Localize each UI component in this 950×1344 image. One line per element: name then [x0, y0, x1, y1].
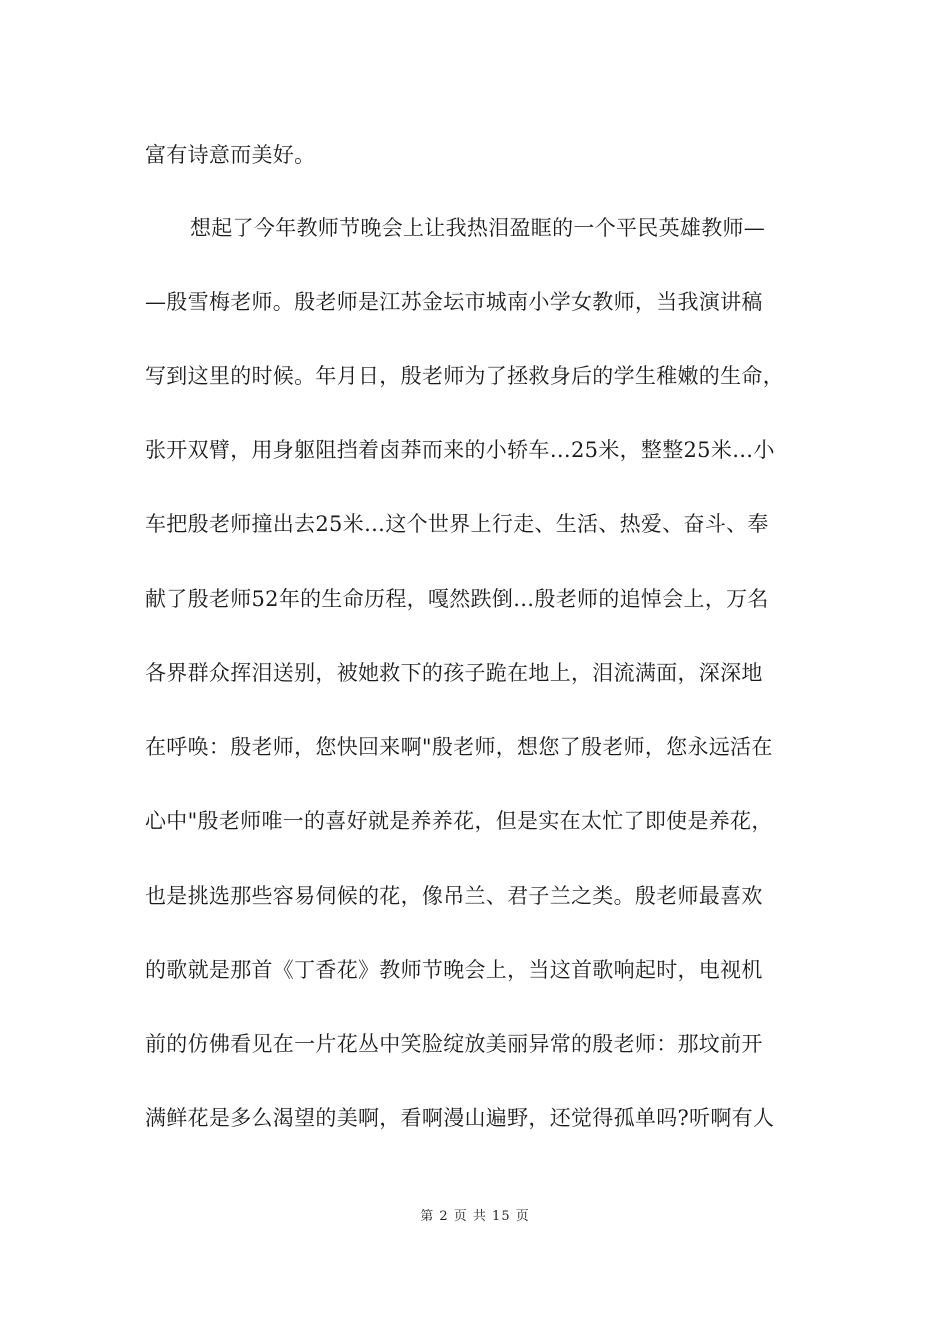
paragraph-line: 心中"殷老师唯一的喜好就是养养花，但是实在太忙了即使是养花， — [145, 809, 773, 833]
paragraph-line: 富有诗意而美好。 — [145, 143, 316, 167]
paragraph-line: 前的仿佛看见在一片花丛中笑脸绽放美丽异常的殷老师：那坟前开 — [145, 1032, 763, 1056]
paragraph-line: 车把殷老师撞出去25米…这个世界上行走、生活、热爱、奋斗、奉 — [145, 512, 769, 536]
page-number-footer: 第 2 页 共 15 页 — [420, 1209, 530, 1224]
paragraph-line: —殷雪梅老师。殷老师是江苏金坛市城南小学女教师，当我演讲稿 — [145, 290, 763, 314]
paragraph-line: 写到这里的时候。年月日，殷老师为了拯救身后的学生稚嫩的生命， — [145, 364, 784, 388]
paragraph-line: 满鲜花是多么渴望的美啊，看啊漫山遍野，还觉得孤单吗?听啊有人 — [145, 1106, 775, 1130]
paragraph-line: 献了殷老师52年的生命历程，嘎然跌倒…殷老师的追悼会上，万名 — [145, 587, 769, 611]
paragraph-line: 各界群众挥泪送别，被她救下的孩子跪在地上，泪流满面，深深地 — [145, 661, 763, 685]
paragraph-line: 的歌就是那首《丁香花》教师节晚会上，当这首歌响起时，电视机 — [145, 958, 763, 982]
paragraph-line: 在呼唤：殷老师，您快回来啊"殷老师，想您了殷老师，您永远活在 — [145, 735, 773, 759]
paragraph-line: 张开双臂，用身躯阻挡着卤莽而来的小轿车…25米，整整25米…小 — [145, 438, 775, 462]
paragraph-line: 也是挑选那些容易伺候的花，像吊兰、君子兰之类。殷老师最喜欢 — [145, 884, 763, 908]
paragraph-line: 想起了今年教师节晚会上让我热泪盈眶的一个平民英雄教师— — [190, 216, 766, 240]
